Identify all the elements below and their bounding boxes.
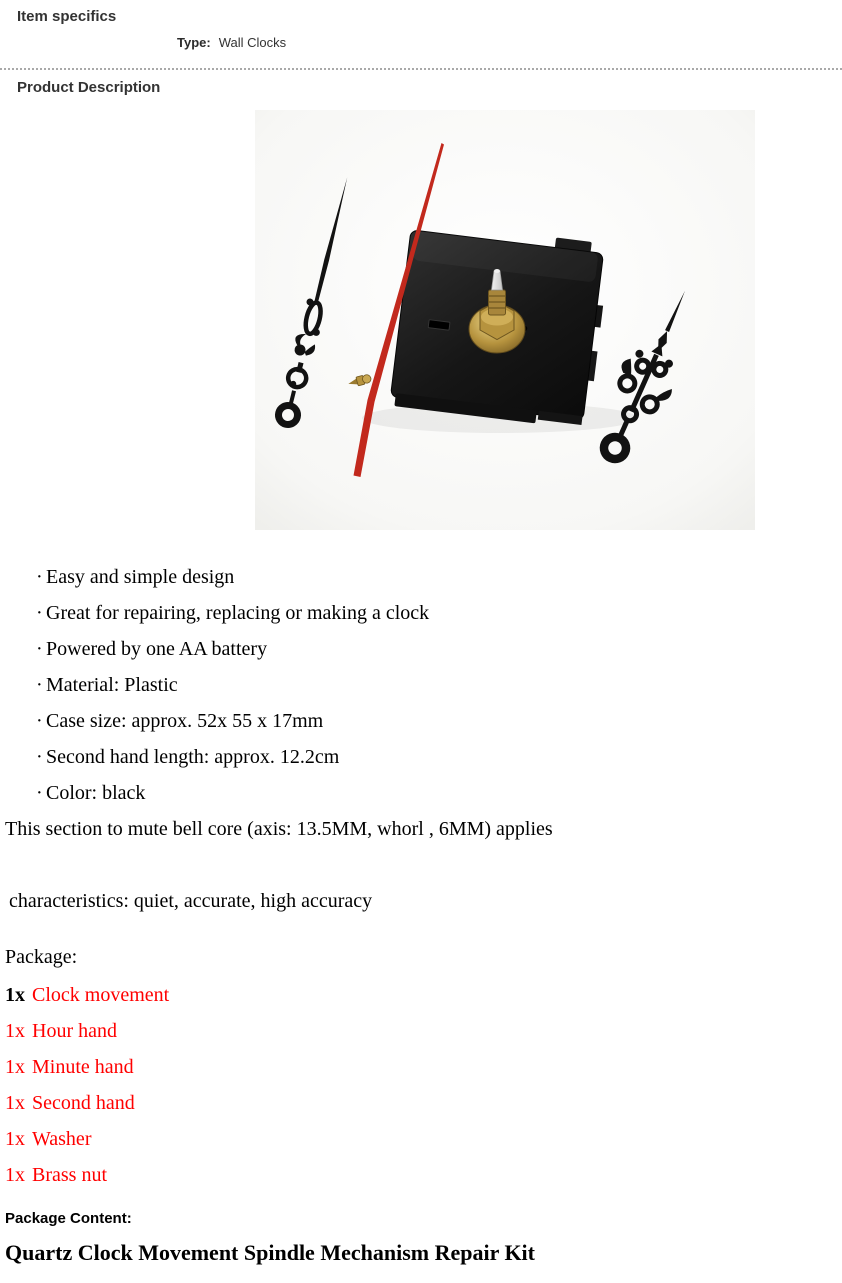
package-qty: 1x [5,1128,25,1150]
package-item-name: Minute hand [32,1056,134,1078]
list-item [0,775,842,811]
list-item [0,631,842,667]
feature-list [0,559,842,811]
item-specifics-title: Item specifics [17,8,117,25]
type-value: Wall Clocks [218,35,287,50]
package-item [5,977,842,1013]
package-item [5,1013,842,1049]
feature-text: Second hand length: approx. 12.2cm [46,746,340,768]
package-item-name: Brass nut [32,1164,107,1186]
bullet-icon: · [36,566,43,588]
package-qty: 1x [5,1092,25,1114]
package-item [5,1157,842,1193]
bullet-icon: · [36,782,43,804]
product-image-area [0,110,842,530]
item-specifics-type-row [177,35,286,50]
package-qty: 1x [5,1056,25,1078]
product-description-title: Product Description [17,79,161,96]
package-qty: 1x [5,1020,25,1042]
characteristics-note: characteristics: quiet, accurate, high accuracy [9,890,373,912]
package-qty: 1x [5,1164,25,1186]
feature-text: Material: Plastic [46,674,178,696]
feature-text: Case size: approx. 52x 55 x 17mm [46,710,324,732]
bullet-icon: · [36,602,43,624]
package-item-name: Second hand [32,1092,135,1114]
product-description-header [0,70,842,110]
feature-text: Easy and simple design [46,566,235,588]
feature-text: Great for repairing, replacing or making a clock [46,602,430,624]
bullet-icon: · [36,674,43,696]
bullet-icon: · [36,746,43,768]
package-item-name: Clock movement [32,984,170,1006]
product-image [255,110,755,530]
bullet-icon: · [36,638,43,660]
list-item [0,667,842,703]
mute-bell-note: This section to mute bell core (axis: 13.5MM, whorl , 6MM) applies [5,818,553,840]
list-item [0,739,842,775]
list-item [0,595,842,631]
package-list [0,977,842,1193]
package-item-name: Hour hand [32,1020,117,1042]
package-item [5,1121,842,1157]
package-item [5,1085,842,1121]
package-item [5,1049,842,1085]
package-qty: 1x [5,984,25,1006]
feature-text: Powered by one AA battery [46,638,268,660]
package-heading: Package: [5,946,78,968]
package-item-name: Washer [32,1128,92,1150]
bullet-icon: · [36,710,43,732]
package-content-label: Package Content: [5,1210,132,1227]
item-specifics-section [0,0,842,70]
list-item [0,703,842,739]
list-item [0,559,842,595]
type-label: Type: [177,35,211,50]
product-title: Quartz Clock Movement Spindle Mechanism Repair Kit [5,1240,535,1265]
feature-text: Color: black [46,782,146,804]
